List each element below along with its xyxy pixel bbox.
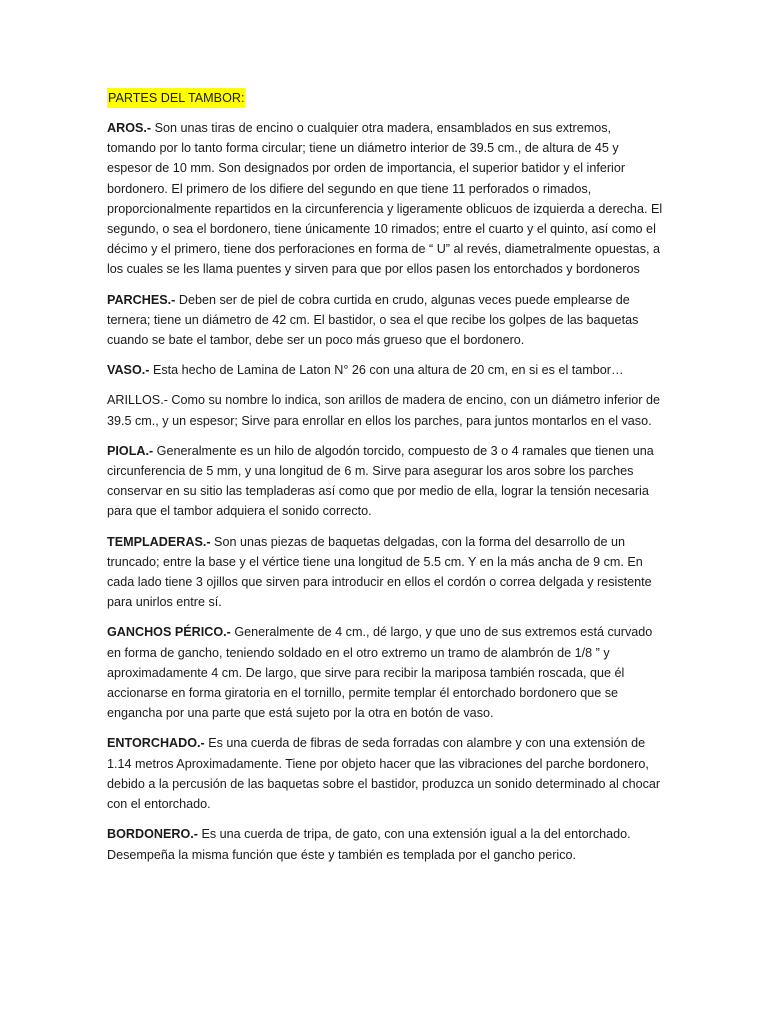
section-paragraph — [107, 532, 663, 613]
section-text: Como su nombre lo indica, son arillos de madera de encino, con un diámetro inferior de 39.5 cm., y un espesor; Sirve para enrollar en ellos los parches, para juntos montarlos en el vaso. — [107, 393, 661, 428]
section-term: BORDONERO.- — [107, 827, 198, 842]
section-text: Es una cuerda de fibras de seda forradas con alambre y con una extensión de 1.14 metros Aproximadamente. Tiene por objeto hacer que las vibraciones del parche bordonero, debido a la percusión de las baquetas sobre el bastidor, produzca un sonido determinado al chocar con el entorchado. — [107, 736, 661, 812]
section-term: AROS.- — [107, 121, 152, 135]
section-text: Es una cuerda de tripa, de gato, con una extensión igual a la del entorchado. Desempeña la misma función que éste y también es templada por el gancho perico. — [107, 827, 631, 862]
section-text: Deben ser de piel de cobra curtida en crudo, algunas veces puede emplearse de ternera; tiene un diámetro de 42 cm. El bastidor, o sea el que recibe los golpes de las baquetas cuando se bate el tambor, debe ser un poco más grueso que el bordonero. — [107, 292, 639, 348]
section-paragraph — [107, 290, 663, 351]
document-title: PARTES DEL TAMBOR: — [107, 88, 245, 108]
section-text: Son unas tiras de encino o cualquier otra madera, ensamblados en sus extremos, tomando por lo tanto forma circular; tiene un diámetro interior de 39.5 cm., de altura de 45 y espesor de 10 mm. Son designados por orden de importancia, el superior batidor y el inferior bordonero. El primero de los difiere del segundo en que tiene 11 perforados o rimados, proporcionalmente repartidos en la circunferencia y ligeramente oblicuos de izquierda a derecha. El segundo, o sea el bordonero, tiene únicamente 10 rimados; entre el cuarto y el quinto, así como el décimo y el primero, tiene dos perforaciones en forma de “ U” al revés, diametralmente opuestas, a los cuales se les llama puentes y sirven para que por ellos pasen los entorchados y bordoneros — [107, 121, 663, 277]
section-term: GANCHOS PÉRICO.- — [107, 625, 231, 640]
section-paragraph — [107, 733, 663, 814]
section-text: Son unas piezas de baquetas delgadas, con la forma del desarrollo de un truncado; entre la base y el vértice tiene una longitud de 5.5 cm. Y en la más ancha de 9 cm. En cada lado tiene 3 ojillos que sirven para introducir en ellos el cordón o correa delgada y resistente para unirlos entre sí. — [107, 534, 652, 610]
section-paragraph — [107, 441, 663, 522]
section-text: Generalmente de 4 cm., dé largo, y que uno de sus extremos está curvado en forma de gancho, teniendo soldado en el otro extremo un tramo de alambrón de 1/8 ” y aproximadamente 4 cm. De largo, que sirve para recibir la mariposa también roscada, que él accionarse en forma giratoria en el tornillo, permite templar él entorchado bordonero que se engancha por una parte que está sujeto por la otra en botón de vaso. — [107, 625, 653, 721]
section-paragraph — [107, 390, 663, 430]
section-term: VASO.- — [107, 363, 150, 378]
section-paragraph — [107, 824, 663, 864]
section-paragraph — [107, 622, 663, 723]
section-term: ARILLOS.- — [107, 393, 168, 408]
section-term: PARCHES.- — [107, 292, 176, 307]
document-body — [107, 88, 663, 875]
section-text: Esta hecho de Lamina de Laton N° 26 con una altura de 20 cm, en si es el tambor… — [149, 363, 624, 378]
section-term: PIOLA.- — [107, 443, 154, 458]
section-term: ENTORCHADO.- — [107, 736, 205, 751]
sections-container — [107, 118, 663, 865]
section-paragraph — [107, 118, 663, 280]
section-text: Generalmente es un hilo de algodón torcido, compuesto de 3 o 4 ramales que tienen una circunferencia de 5 mm, y una longitud de 6 m. Sirve para asegurar los aros sobre los parches conservar en su sitio las templaderas así como que por medio de ella, lograr la tensión necesaria para que el tambor adquiera el sonido correcto. — [107, 443, 654, 519]
section-paragraph — [107, 360, 663, 380]
section-term: TEMPLADERAS.- — [107, 534, 211, 549]
